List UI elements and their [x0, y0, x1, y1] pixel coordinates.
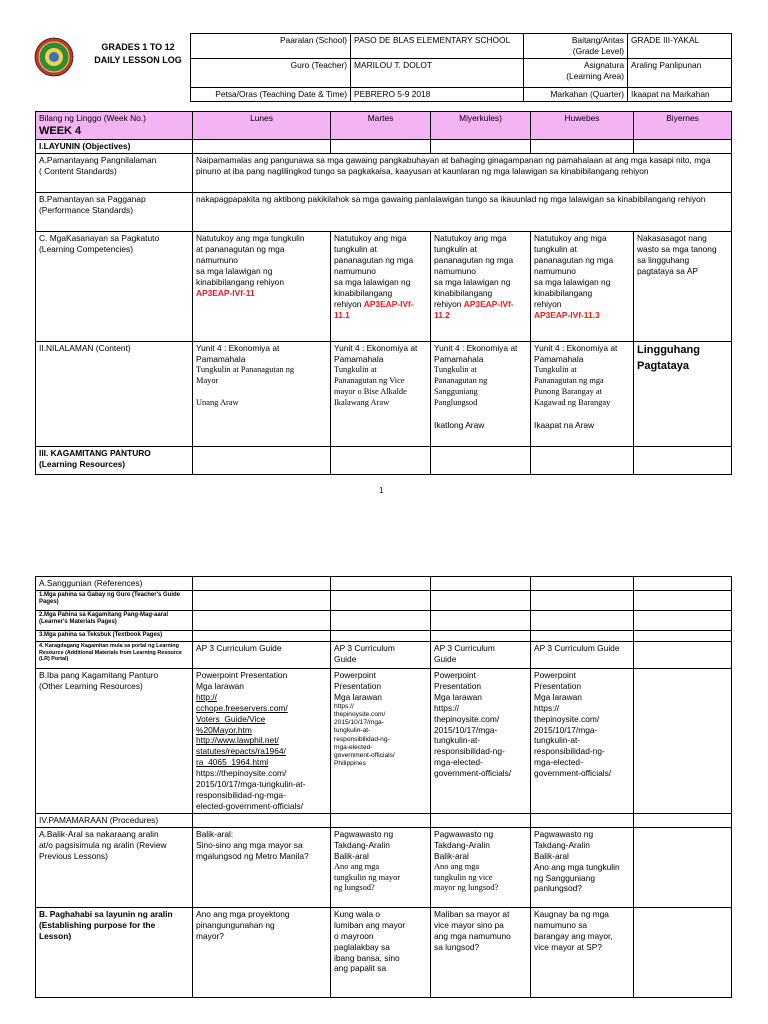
- date-value: PEBRERO 5-9 2018: [351, 87, 524, 101]
- resource-link-lawphil[interactable]: http://www.lawphil.net/ statutes/repacts/ra1964/ ra_4065_1964.html: [196, 735, 286, 768]
- competency-text: Natutukoy ang mga tungkulin at pananagutan ng mga namumuno sa mga lalawigan ng kinabibilangang rehiyon: [334, 233, 414, 309]
- day-label: Ikaapat na Araw: [534, 419, 595, 430]
- review-label: A.Balik-Aral sa nakaraang aralin at/o pagsisimula ng aralin (Review Previous Lessons): [36, 827, 193, 907]
- resource-link-voters-guide[interactable]: http:// cchope.freeservers.com/ Voters_Guide/Vice %20Mayor.htm: [196, 691, 288, 735]
- day-label: Unang Araw: [196, 397, 239, 407]
- teacher-value: MARILOU T. DOLOT: [351, 58, 524, 87]
- grade-label: Baitang/Antas (Grade Level): [524, 34, 628, 59]
- topic: Tungkulin at Pananagutan ng Sangguniang Panglungsod: [434, 364, 488, 407]
- lr-wednesday: AP 3 Curriculum Guide: [431, 641, 531, 668]
- resource-link-pinoysite[interactable]: https://thepinoysite.com/ 2015/10/17/mga-tungkulin-at- responsibilidad-ng-mga- elected-government-officials/: [196, 768, 306, 811]
- competency-wednesday: [431, 232, 531, 342]
- other-resources-thursday: Powerpoint Presentation Mga larawan https:// thepinoysite.com/ 2015/10/17/mga- tungkulin-at- responsibilidad-ng- mga-elected- government-officials/: [531, 668, 634, 813]
- review-question: Ano ang mga tungkulin ng mayor ng lungsod?: [334, 861, 401, 893]
- competency-text: Natutukoy ang mga tungkulin at pananagutan ng mga namumuno sa mga lalawigan ng kinabibilangang rehiyon: [196, 233, 305, 287]
- header-table: [190, 33, 732, 102]
- day-header-friday: Biyernes: [634, 112, 732, 140]
- competency-code: AP3EAP-IVf-11.3: [534, 309, 600, 320]
- competency-text: Natutukoy ang mga tungkulin at pananagutan ng mga namumuno sa mga lalawigan ng kinabibilangang rehiyon: [534, 233, 614, 309]
- lr-monday: AP 3 Curriculum Guide: [193, 641, 331, 668]
- purpose-label: B. Paghahabi sa layunin ng aralin (Establishing purpose for the Lesson): [36, 907, 193, 997]
- day-label: Ikalawang Araw: [334, 397, 390, 407]
- review-question: Ano ang mga tungkulin ng vice mayor ng lungsod?: [434, 861, 499, 893]
- topic: Tungkulin at Pananagutan ng mga Punong Barangay at Kagawad ng Barangay: [534, 364, 611, 407]
- competency-code: AP3EAP-IVf-11.1: [334, 298, 414, 320]
- review-intro: Pagwawasto ng Takdang-Aralin Balik-aral: [334, 828, 394, 861]
- lesson-log-title: [88, 41, 188, 67]
- lr-thursday: AP 3 Curriculum Guide: [531, 641, 634, 668]
- other-resources-label: B.Iba pang Kagamitang Panturo (Other Learning Resources): [36, 668, 193, 813]
- purpose-monday: Ano ang mga proyektong pinangungunahan ng mayor?: [193, 907, 331, 997]
- review-wednesday: [431, 827, 531, 907]
- procedures-heading: IV.PAMAMARAAN (Procedures): [36, 813, 193, 827]
- review-tuesday: [331, 827, 431, 907]
- unit-title: Yunit 4 : Ekonomiya at Pamamahala: [334, 343, 418, 365]
- content-label: II.NILALAMAN (Content): [36, 342, 193, 447]
- other-resources-wednesday: Powerpoint Presentation Mga larawan https:// thepinoysite.com/ 2015/10/17/mga- tungkulin-at- responsibilidad-ng- mga-elected- government-officials/: [431, 668, 531, 813]
- content-friday: Lingguhang Pagtataya: [634, 342, 732, 447]
- purpose-tuesday: Kung wala o lumiban ang mayor o mayroon paglalakbay sa ibang bansa, sino ang papalit sa: [331, 907, 431, 997]
- day-header-monday: Lunes: [193, 112, 331, 140]
- content-monday: [193, 342, 331, 447]
- competencies-label: C. MgaKasanayan sa Pagkatuto (Learning Competencies): [36, 232, 193, 342]
- resources-heading: III. KAGAMITANG PANTURO (Learning Resources): [36, 447, 193, 475]
- tg-pages-label: 1.Mga pahina sa Gabay ng Guro (Teacher's Guide Pages): [36, 590, 193, 610]
- school-value: PASO DE BLAS ELEMENTARY SCHOOL: [351, 34, 524, 59]
- purpose-thursday: Kaugnay ba ng mga namumuno sa barangay ang mayor, vice mayor at SP?: [531, 907, 634, 997]
- resource-head: Powerpoint Presentation Mga larawan: [334, 669, 382, 702]
- week-value: WEEK 4: [39, 124, 82, 137]
- content-thursday: [531, 342, 634, 447]
- content-standards-text: Naipamamalas ang pangunawa sa mga gawaing pangkabuhayan at bahaging ginagampanan ng pamahalaan at ang mga kasapi nito, mga pinuno at iba pang naglilingkod tungo sa pagkakaisa, kaayusan at kaunlaran ng mga lalawigan sa kinabibilangang rehiyon: [193, 154, 732, 193]
- day-header-wednesday: Miyerkules): [431, 112, 531, 140]
- textbook-pages-label: 3.Mga pahina sa Teksbuk (Textbook Pages): [36, 630, 193, 641]
- lesson-table-page-1: [35, 111, 732, 475]
- page-number: 1: [379, 486, 384, 495]
- unit-title: Yunit 4 : Ekonomiya at Pamamahala: [534, 343, 618, 365]
- competency-monday: [193, 232, 331, 342]
- review-thursday: Pagwawasto ng Takdang-Aralin Balik-aral Ano ang mga tungkulin ng Sangguniang panlungsod?: [531, 827, 634, 907]
- day-label: Ikatlong Araw: [434, 419, 485, 430]
- competency-thursday: [531, 232, 634, 342]
- unit-title: Yunit 4 : Ekonomiya at Pamamahala: [196, 343, 280, 365]
- review-intro: Pagwawasto ng Takdang-Aralin Balik-aral: [434, 828, 494, 861]
- week-cell: [36, 112, 193, 140]
- date-label: Petsa/Oras (Teaching Date & Time): [191, 87, 351, 101]
- topic: Tungkulin at Pananagutan ng Vice mayor o Bise Alkalde: [334, 364, 407, 396]
- day-header-tuesday: Martes: [331, 112, 431, 140]
- teacher-label: Guro (Teacher): [191, 58, 351, 87]
- grade-value: GRADE III-YAKAL: [628, 34, 732, 59]
- review-monday: Balik-aral: Sino-sino ang mga mayor sa mgalungsod ng Metro Manila?: [193, 827, 331, 907]
- other-resources-tuesday: [331, 668, 431, 813]
- performance-standards-text: nakapagpapakita ng aktibong pakikilahok sa mga gawaing panlalawigan tungo sa ikauunlad ng mga lalawigan sa kinabibilangang rehiyon: [193, 193, 732, 232]
- unit-title: Yunit 4 : Ekonomiya at Pamamahala: [434, 343, 518, 365]
- content-standards-label: A.Pamantayang Pangnilalaman ( Content Standards): [36, 154, 193, 193]
- resource-head: Powerpoint Presentation Mga larawan: [196, 669, 288, 691]
- quarter-label: Markahan (Quarter): [524, 87, 628, 101]
- lm-pages-label: 2.Mga Pahina sa Kagamitang Pang-Mag-aaral (Learner's Materials Pages): [36, 610, 193, 630]
- quarter-value: Ikaapat na Markahan: [628, 87, 732, 101]
- performance-standards-label: B.Pamantayan sa Pagganap (Performance Standards): [36, 193, 193, 232]
- lr-tuesday: AP 3 Curriculum Guide: [331, 641, 431, 668]
- deped-seal-logo: [34, 37, 74, 77]
- content-wednesday: [431, 342, 531, 447]
- references-label: A.Sanggunian (References): [36, 577, 193, 591]
- lr-portal-label: 4. Karagdagang Kagamitan mula sa portal ng Learning Resource (Additional Materials from Learning Resource (LR) Portal): [36, 641, 193, 668]
- competency-code: AP3EAP-IVf-11: [196, 287, 255, 298]
- content-tuesday: [331, 342, 431, 447]
- lesson-table-page-2: [35, 576, 732, 998]
- other-resources-monday: [193, 668, 331, 813]
- resource-link-pinoysite[interactable]: https:// thepinoysite.com/ 2015/10/17/mga- tungkulin-at- responsibilidad-ng- mga-elected- government-officials/ Philippines: [334, 702, 395, 768]
- subject-label: Asignatura (Learning Area): [524, 58, 628, 87]
- competency-text: Natutukoy ang mga tungkulin at pananagutan ng mga namumuno sa mga lalawigan ng kinabibilangang rehiyon: [434, 233, 514, 309]
- day-header-thursday: Huwebes: [531, 112, 634, 140]
- competency-friday: Nakasasagot nang wasto sa mga tanong sa lingguhang pagtataya sa AP: [634, 232, 732, 342]
- purpose-wednesday: Maliban sa mayor at vice mayor sino pa ang mga namumuno sa lungsod?: [431, 907, 531, 997]
- competency-code: AP3EAP-IVf-11.2: [434, 298, 514, 320]
- week-label: Bilang ng Linggo (Week No.): [39, 113, 146, 123]
- title-line-1: GRADES 1 TO 12: [101, 42, 175, 52]
- competency-tuesday: [331, 232, 431, 342]
- objectives-heading: I.LAYUNIN (Objectives): [36, 140, 193, 154]
- topic: Tungkulin at Pananagutan ng Mayor: [196, 364, 295, 385]
- school-label: Paaralan (School): [191, 34, 351, 59]
- subject-value: Araling Panlipunan: [628, 58, 732, 87]
- title-line-2: DAILY LESSON LOG: [94, 55, 182, 66]
